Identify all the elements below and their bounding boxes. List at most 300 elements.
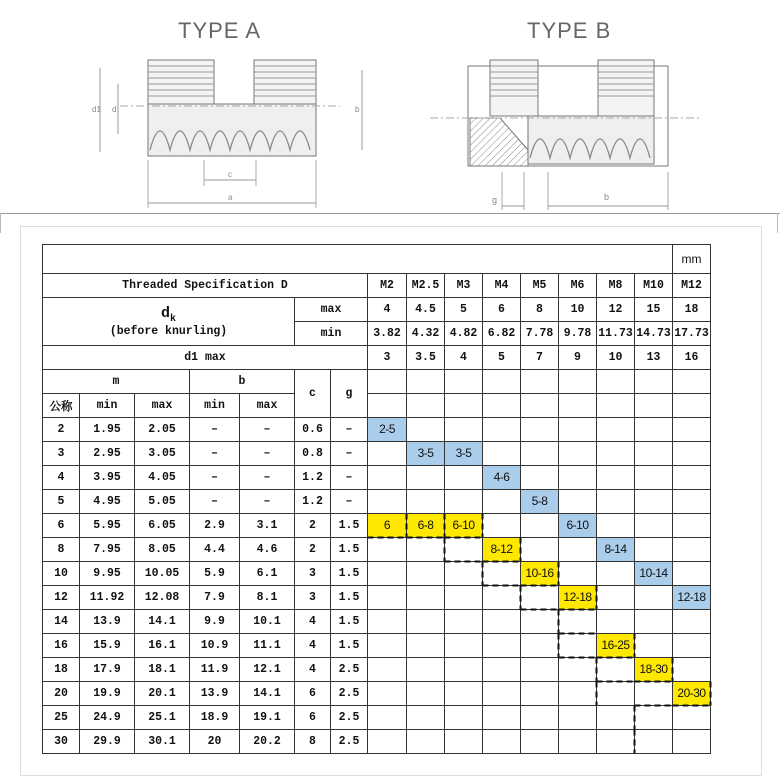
table-row xyxy=(43,442,711,466)
length-range-text: 6-10 xyxy=(452,518,475,532)
dk-min-value: 3.82 xyxy=(368,322,407,346)
matrix-header-blank xyxy=(368,394,407,418)
row-g: 1.5 xyxy=(331,538,368,562)
dk-min-value: 11.73 xyxy=(597,322,635,346)
matrix-cell xyxy=(521,610,559,634)
row-mmin: 3.95 xyxy=(80,466,135,490)
length-range-blue xyxy=(635,562,673,586)
svg-text:b: b xyxy=(355,105,360,114)
matrix-cell xyxy=(368,730,407,754)
row-mmax: 2.05 xyxy=(135,418,190,442)
row-c: 3 xyxy=(295,586,331,610)
row-g: – xyxy=(331,490,368,514)
row-c: 8 xyxy=(295,730,331,754)
table-row xyxy=(43,586,711,610)
row-nom: 6 xyxy=(43,514,80,538)
row-nom: 12 xyxy=(43,586,80,610)
length-range-text: 20-30 xyxy=(677,686,706,700)
matrix-cell xyxy=(407,610,445,634)
row-bmax: – xyxy=(240,442,295,466)
matrix-header-blank xyxy=(521,370,559,394)
matrix-cell xyxy=(673,442,711,466)
d1-max-value: 16 xyxy=(673,346,711,370)
length-range-blue xyxy=(368,418,407,442)
svg-text:b: b xyxy=(604,192,610,202)
matrix-cell xyxy=(673,514,711,538)
matrix-cell xyxy=(483,490,521,514)
matrix-header-blank xyxy=(445,394,483,418)
spec-header-m10: M10 xyxy=(635,274,673,298)
length-range-blue xyxy=(521,490,559,514)
matrix-cell xyxy=(673,658,711,682)
matrix-cell xyxy=(407,730,445,754)
matrix-cell xyxy=(521,538,559,562)
row-mmax: 3.05 xyxy=(135,442,190,466)
row-mmin: 5.95 xyxy=(80,514,135,538)
row-nom: 4 xyxy=(43,466,80,490)
matrix-cell xyxy=(597,706,635,730)
matrix-cell xyxy=(483,658,521,682)
row-c: 2 xyxy=(295,538,331,562)
matrix-cell xyxy=(559,634,597,658)
matrix-cell xyxy=(559,562,597,586)
matrix-cell xyxy=(635,466,673,490)
b-max-header: max xyxy=(240,394,295,418)
matrix-cell xyxy=(407,562,445,586)
dk-max-value: 4 xyxy=(368,298,407,322)
row-nom: 14 xyxy=(43,610,80,634)
matrix-cell xyxy=(673,706,711,730)
dk-min-value: 4.32 xyxy=(407,322,445,346)
dk-min-value: 9.78 xyxy=(559,322,597,346)
dk-min-label: min xyxy=(295,322,368,346)
d1-max-value: 3 xyxy=(368,346,407,370)
matrix-cell xyxy=(597,658,635,682)
matrix-cell xyxy=(597,442,635,466)
d1-max-label: d1 max xyxy=(43,346,368,370)
dk-max-value: 8 xyxy=(521,298,559,322)
row-c: 2 xyxy=(295,514,331,538)
matrix-cell xyxy=(483,682,521,706)
dk-max-value: 18 xyxy=(673,298,711,322)
row-mmin: 17.9 xyxy=(80,658,135,682)
matrix-cell xyxy=(368,562,407,586)
spec-header-m2-5: M2.5 xyxy=(407,274,445,298)
dk-symbol: $d_k$ xyxy=(160,305,177,325)
matrix-cell xyxy=(483,610,521,634)
spec-table xyxy=(42,244,711,754)
matrix-header-blank xyxy=(597,394,635,418)
nominal-header: 公称 xyxy=(43,394,80,418)
row-c: 0.6 xyxy=(295,418,331,442)
table-row xyxy=(43,634,711,658)
matrix-cell xyxy=(483,418,521,442)
length-range-text: 16-25 xyxy=(601,638,630,652)
right-guide xyxy=(777,213,778,233)
d1-max-value: 3.5 xyxy=(407,346,445,370)
table-row xyxy=(43,730,711,754)
length-range-blue xyxy=(673,586,711,610)
matrix-cell xyxy=(445,466,483,490)
row-bmin: – xyxy=(190,442,240,466)
row-bmin: 10.9 xyxy=(190,634,240,658)
row-bmax: – xyxy=(240,418,295,442)
matrix-header-blank xyxy=(483,370,521,394)
matrix-cell xyxy=(407,538,445,562)
matrix-cell xyxy=(483,586,521,610)
row-c: 4 xyxy=(295,634,331,658)
row-nom: 3 xyxy=(43,442,80,466)
spec-header-m6: M6 xyxy=(559,274,597,298)
row-g: 1.5 xyxy=(331,586,368,610)
row-mmax: 18.1 xyxy=(135,658,190,682)
table-row xyxy=(43,514,711,538)
svg-text:d: d xyxy=(112,105,117,114)
matrix-header-blank xyxy=(635,394,673,418)
row-c: 1.2 xyxy=(295,466,331,490)
row-g: 1.5 xyxy=(331,634,368,658)
matrix-cell xyxy=(407,490,445,514)
length-range-blue xyxy=(407,442,445,466)
matrix-header-blank xyxy=(445,370,483,394)
length-range-text: 10-14 xyxy=(639,566,668,580)
matrix-cell xyxy=(597,562,635,586)
matrix-cell xyxy=(521,634,559,658)
matrix-cell xyxy=(407,466,445,490)
matrix-header-blank xyxy=(597,370,635,394)
row-g: 1.5 xyxy=(331,562,368,586)
matrix-cell xyxy=(635,490,673,514)
d1-max-value: 4 xyxy=(445,346,483,370)
row-mmax: 25.1 xyxy=(135,706,190,730)
length-range-text: 12-18 xyxy=(677,590,706,604)
matrix-header-blank xyxy=(673,394,711,418)
dk-max-value: 12 xyxy=(597,298,635,322)
length-range-yellow xyxy=(635,658,673,682)
table-row xyxy=(43,706,711,730)
matrix-cell xyxy=(368,682,407,706)
row-c: 3 xyxy=(295,562,331,586)
length-range-yellow xyxy=(521,562,559,586)
row-bmin: 20 xyxy=(190,730,240,754)
row-mmax: 12.08 xyxy=(135,586,190,610)
row-mmin: 4.95 xyxy=(80,490,135,514)
row-mmax: 6.05 xyxy=(135,514,190,538)
row-mmax: 14.1 xyxy=(135,610,190,634)
matrix-cell xyxy=(368,658,407,682)
row-bmax: 19.1 xyxy=(240,706,295,730)
length-range-text: 12-18 xyxy=(563,590,592,604)
row-nom: 8 xyxy=(43,538,80,562)
m-min-header: min xyxy=(80,394,135,418)
row-bmin: 5.9 xyxy=(190,562,240,586)
matrix-cell xyxy=(445,538,483,562)
row-mmax: 16.1 xyxy=(135,634,190,658)
row-mmin: 15.9 xyxy=(80,634,135,658)
row-c: 4 xyxy=(295,658,331,682)
matrix-cell xyxy=(445,490,483,514)
table-row xyxy=(43,562,711,586)
matrix-cell xyxy=(673,538,711,562)
matrix-cell xyxy=(368,586,407,610)
dk-max-value: 6 xyxy=(483,298,521,322)
matrix-cell xyxy=(559,442,597,466)
table-row xyxy=(43,538,711,562)
length-range-text: 6-10 xyxy=(566,518,589,532)
c-header: c xyxy=(295,370,331,418)
matrix-cell xyxy=(521,442,559,466)
matrix-cell xyxy=(521,586,559,610)
type-a-insert-drawing xyxy=(92,60,362,208)
matrix-cell xyxy=(521,418,559,442)
svg-text:g: g xyxy=(492,195,498,205)
matrix-cell xyxy=(559,538,597,562)
length-range-yellow xyxy=(368,514,407,538)
matrix-cell xyxy=(521,466,559,490)
row-mmax: 30.1 xyxy=(135,730,190,754)
row-g: – xyxy=(331,442,368,466)
length-range-text: 3-5 xyxy=(455,446,472,460)
matrix-cell xyxy=(483,442,521,466)
matrix-header-blank xyxy=(673,370,711,394)
row-bmin: 2.9 xyxy=(190,514,240,538)
matrix-cell xyxy=(521,658,559,682)
matrix-cell xyxy=(673,562,711,586)
row-g: – xyxy=(331,418,368,442)
matrix-cell xyxy=(597,514,635,538)
matrix-cell xyxy=(368,466,407,490)
matrix-cell xyxy=(559,418,597,442)
row-mmin: 13.9 xyxy=(80,610,135,634)
length-range-yellow xyxy=(445,514,483,538)
matrix-cell xyxy=(673,610,711,634)
length-range-text: 6-8 xyxy=(417,518,434,532)
row-nom: 16 xyxy=(43,634,80,658)
dk-max-value: 4.5 xyxy=(407,298,445,322)
dk-min-value: 6.82 xyxy=(483,322,521,346)
matrix-cell xyxy=(483,562,521,586)
length-range-text: 10-16 xyxy=(525,566,554,580)
length-range-yellow xyxy=(597,634,635,658)
row-mmin: 7.95 xyxy=(80,538,135,562)
matrix-cell xyxy=(559,706,597,730)
row-mmax: 10.05 xyxy=(135,562,190,586)
d1-max-value: 9 xyxy=(559,346,597,370)
length-range-yellow xyxy=(483,538,521,562)
row-g: 1.5 xyxy=(331,514,368,538)
matrix-cell xyxy=(635,538,673,562)
length-range-text: 2-5 xyxy=(379,422,395,436)
row-nom: 25 xyxy=(43,706,80,730)
row-mmin: 24.9 xyxy=(80,706,135,730)
row-mmin: 29.9 xyxy=(80,730,135,754)
row-nom: 2 xyxy=(43,418,80,442)
matrix-cell xyxy=(483,634,521,658)
matrix-cell xyxy=(635,442,673,466)
table-row xyxy=(43,466,711,490)
length-range-text: 18-30 xyxy=(639,662,668,676)
spec-header-m3: M3 xyxy=(445,274,483,298)
matrix-cell xyxy=(559,466,597,490)
table-row xyxy=(43,682,711,706)
row-mmax: 5.05 xyxy=(135,490,190,514)
spec-header-m2: M2 xyxy=(368,274,407,298)
matrix-cell xyxy=(368,706,407,730)
row-bmin: 9.9 xyxy=(190,610,240,634)
matrix-cell xyxy=(407,418,445,442)
matrix-cell xyxy=(673,490,711,514)
length-range-text: 3-5 xyxy=(417,446,434,460)
matrix-cell xyxy=(483,514,521,538)
technical-drawing xyxy=(0,0,780,212)
matrix-cell xyxy=(483,706,521,730)
matrix-cell xyxy=(407,658,445,682)
matrix-cell xyxy=(521,730,559,754)
g-header: g xyxy=(331,370,368,418)
row-bmin: 18.9 xyxy=(190,706,240,730)
matrix-cell xyxy=(521,514,559,538)
type-b-insert-drawing xyxy=(430,60,700,210)
row-mmin: 2.95 xyxy=(80,442,135,466)
row-bmax: 6.1 xyxy=(240,562,295,586)
row-bmin: 11.9 xyxy=(190,658,240,682)
d1-max-value: 7 xyxy=(521,346,559,370)
dk-max-value: 15 xyxy=(635,298,673,322)
unit-row-blank xyxy=(43,245,673,274)
length-range-text: 5-8 xyxy=(531,494,548,508)
matrix-header-blank xyxy=(368,370,407,394)
matrix-cell xyxy=(368,442,407,466)
d1-max-value: 5 xyxy=(483,346,521,370)
row-bmax: 12.1 xyxy=(240,658,295,682)
type-b-title: TYPE B xyxy=(527,18,612,43)
matrix-cell xyxy=(635,634,673,658)
row-g: 1.5 xyxy=(331,610,368,634)
matrix-header-blank xyxy=(559,370,597,394)
matrix-cell xyxy=(445,682,483,706)
row-bmin: 13.9 xyxy=(190,682,240,706)
row-bmin: 4.4 xyxy=(190,538,240,562)
row-bmax: 4.6 xyxy=(240,538,295,562)
matrix-header-blank xyxy=(559,394,597,418)
row-nom: 18 xyxy=(43,658,80,682)
matrix-cell xyxy=(673,634,711,658)
matrix-cell xyxy=(445,730,483,754)
matrix-cell xyxy=(368,490,407,514)
row-bmax: 14.1 xyxy=(240,682,295,706)
table-row xyxy=(43,418,711,442)
row-bmax: 3.1 xyxy=(240,514,295,538)
d1-max-value: 10 xyxy=(597,346,635,370)
b-min-header: min xyxy=(190,394,240,418)
matrix-cell xyxy=(635,610,673,634)
matrix-cell xyxy=(635,682,673,706)
matrix-cell xyxy=(597,610,635,634)
row-bmin: – xyxy=(190,466,240,490)
svg-text:c: c xyxy=(228,170,232,179)
dk-max-label: max xyxy=(295,298,368,322)
row-mmax: 20.1 xyxy=(135,682,190,706)
spec-header-m5: M5 xyxy=(521,274,559,298)
matrix-cell xyxy=(673,418,711,442)
matrix-cell xyxy=(368,610,407,634)
dk-max-value: 5 xyxy=(445,298,483,322)
length-range-text: 8-12 xyxy=(490,542,513,556)
row-g: 2.5 xyxy=(331,730,368,754)
m-header: m xyxy=(43,370,190,394)
spec-header-m8: M8 xyxy=(597,274,635,298)
matrix-cell xyxy=(673,466,711,490)
dk-note: (before knurling) xyxy=(109,325,228,338)
length-range-blue xyxy=(483,466,521,490)
table-row xyxy=(43,490,711,514)
matrix-header-blank xyxy=(521,394,559,418)
svg-text:d1: d1 xyxy=(92,105,101,114)
length-range-text: 8-14 xyxy=(604,542,627,556)
row-g: 2.5 xyxy=(331,682,368,706)
matrix-cell xyxy=(597,586,635,610)
section-divider xyxy=(0,213,780,214)
matrix-cell xyxy=(445,706,483,730)
row-c: 0.8 xyxy=(295,442,331,466)
row-nom: 5 xyxy=(43,490,80,514)
matrix-cell xyxy=(635,418,673,442)
row-mmin: 19.9 xyxy=(80,682,135,706)
row-c: 6 xyxy=(295,706,331,730)
matrix-cell xyxy=(445,562,483,586)
matrix-cell xyxy=(559,658,597,682)
row-mmin: 11.92 xyxy=(80,586,135,610)
matrix-cell xyxy=(521,682,559,706)
matrix-cell xyxy=(445,658,483,682)
table-row xyxy=(43,658,711,682)
row-c: 1.2 xyxy=(295,490,331,514)
matrix-cell xyxy=(597,490,635,514)
matrix-cell xyxy=(597,466,635,490)
d1-max-value: 13 xyxy=(635,346,673,370)
matrix-cell xyxy=(407,682,445,706)
length-range-yellow xyxy=(407,514,445,538)
matrix-cell xyxy=(559,490,597,514)
m-max-header: max xyxy=(135,394,190,418)
row-bmax: – xyxy=(240,490,295,514)
unit-label: mm xyxy=(673,245,711,274)
row-nom: 10 xyxy=(43,562,80,586)
row-nom: 30 xyxy=(43,730,80,754)
row-g: – xyxy=(331,466,368,490)
row-bmin: – xyxy=(190,490,240,514)
length-range-blue xyxy=(445,442,483,466)
matrix-cell xyxy=(407,586,445,610)
matrix-cell xyxy=(597,730,635,754)
length-range-yellow xyxy=(673,682,711,706)
matrix-cell xyxy=(445,418,483,442)
matrix-cell xyxy=(483,730,521,754)
matrix-cell xyxy=(635,730,673,754)
row-bmin: – xyxy=(190,418,240,442)
row-bmax: 11.1 xyxy=(240,634,295,658)
length-range-blue xyxy=(559,514,597,538)
length-range-blue xyxy=(597,538,635,562)
dk-min-value: 7.78 xyxy=(521,322,559,346)
matrix-cell xyxy=(407,706,445,730)
row-bmax: 10.1 xyxy=(240,610,295,634)
dk-min-value: 4.82 xyxy=(445,322,483,346)
row-bmax: 8.1 xyxy=(240,586,295,610)
matrix-cell xyxy=(635,586,673,610)
left-guide xyxy=(0,213,1,233)
row-c: 6 xyxy=(295,682,331,706)
